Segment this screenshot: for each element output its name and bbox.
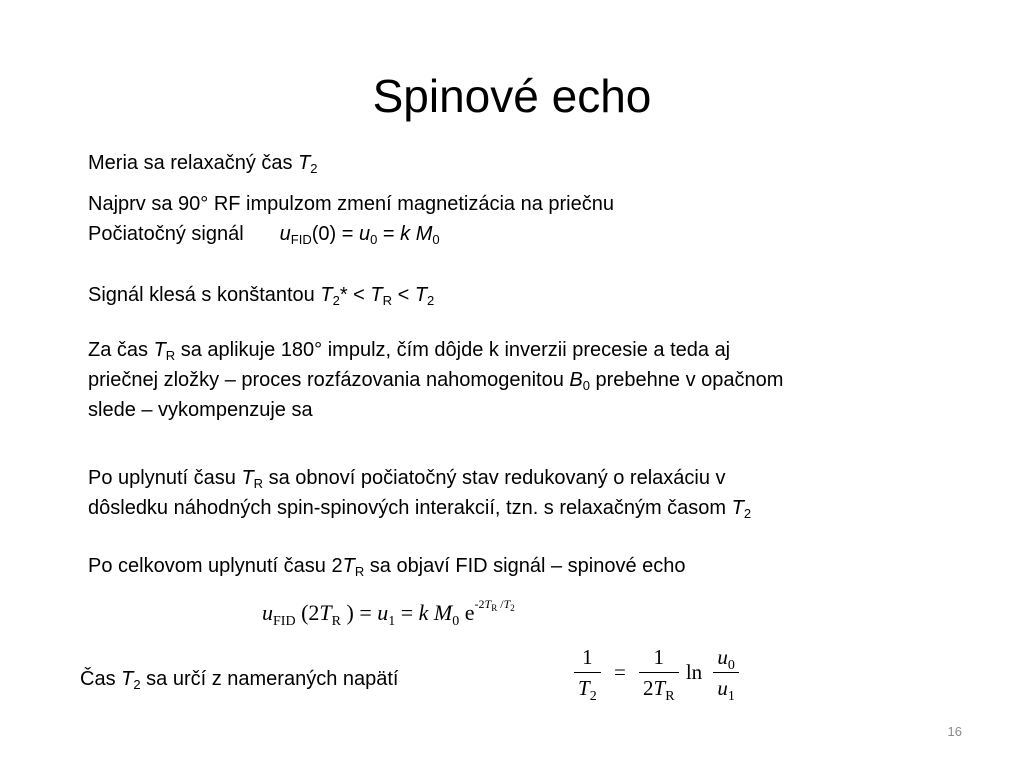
subscript: 2 [510,603,515,613]
paragraph-t2-determination [80,664,399,694]
symbol-k: k [400,223,411,245]
formula-t2-ln [572,642,741,703]
text-fragment: / [497,597,504,611]
paragraph-line [88,219,614,249]
initial-signal-label: Počiatočný signál [88,223,244,245]
paragraph-spin-echo [88,551,686,581]
text-fragment: Po celkovom uplynutí času 2 [88,555,343,577]
symbol-t: T [484,597,492,611]
subscript: R [382,293,393,308]
symbol-u: u [358,223,371,245]
text-fragment: ) [340,600,354,625]
subscript: R [665,689,675,704]
subscript: R [331,614,341,629]
paragraph-restore-state [88,463,751,523]
text-fragment: * < [339,284,371,306]
symbol-t: T [342,555,355,577]
fraction-numerator: 1 [574,642,601,673]
subscript: R [491,603,498,613]
equals-sign: = [613,660,626,684]
slide-title: Spinové echo [372,70,652,122]
symbol-t: T [121,668,134,690]
symbol-t: T [298,152,311,174]
symbol-t: T [320,284,333,306]
text-fragment: dôsledku náhodných spin-spinových interakcií, tzn. s relaxačným časom [88,497,732,519]
subscript: R [165,348,176,363]
text-fragment: (2 [295,600,320,625]
fraction-denominator [713,673,739,703]
fraction-numerator: 1 [639,642,679,673]
symbol-t: T [241,467,254,489]
fraction-u0-over-u1 [713,642,739,703]
text-fragment: = [353,600,378,625]
subscript: 2 [589,689,597,704]
paragraph-line [88,463,751,493]
symbol-u: u [279,223,291,245]
paragraph-signal-decay [88,280,434,310]
paragraph-text: Signál klesá s konštantou [88,284,321,306]
paragraph-initial-signal [88,189,614,249]
subscript: R [253,476,264,491]
text-fragment: = [395,600,419,625]
subscript: 0 [432,232,440,247]
text-fragment: Po uplynutí času [88,467,242,489]
paragraph-line: Najprv sa 90° RF impulzom zmení magnetizácia na priečnu [88,193,614,215]
subscript: 0 [452,614,460,629]
symbol-b: B [569,369,583,391]
paragraph-line [88,335,783,365]
subscript: 2 [133,677,141,692]
paragraph-line [88,365,783,395]
fraction-numerator [713,642,739,673]
symbol-t: T [653,676,666,700]
symbol-m: M [428,600,453,625]
page-number: 16 [947,724,962,739]
text-fragment: < [392,284,415,306]
text-fragment: Za čas [88,339,154,361]
text-fragment: = [377,223,401,245]
symbol-u: u [717,676,728,700]
paragraph-line [88,493,751,523]
text-fragment: prebehne v opačnom [589,369,784,391]
subscript: 1 [727,689,735,704]
subscript: FID [273,614,296,629]
subscript: 2 [743,506,752,521]
subscript: 0 [370,232,378,247]
symbol-t: T [370,284,383,306]
text-fragment: (0) = [311,223,359,245]
symbol-e: e [459,600,475,625]
symbol-t: T [414,284,428,306]
symbol-t: T [731,497,744,519]
paragraph-measure-t2 [88,148,318,178]
symbol-u: u [717,645,728,669]
subscript: 0 [727,658,735,673]
text-fragment: sa objaví FID signál – spinové echo [364,555,686,577]
formula-fid-echo [262,596,515,630]
subscript: 0 [582,378,590,393]
symbol-k: k [418,600,429,625]
fraction-one-over-2tr [639,642,679,703]
symbol-u: u [377,600,389,625]
symbol-t: T [319,600,332,625]
fraction-denominator [639,673,679,703]
ln-operator: ln [685,660,703,684]
subscript: 1 [388,614,396,629]
text-fragment: Čas [80,668,122,690]
symbol-u: u [262,600,273,625]
paragraph-180-pulse [88,335,783,425]
text-fragment: 2 [643,676,654,700]
subscript: 2 [427,293,435,308]
text-fragment: sa obnoví počiatočný stav redukovaný o relaxáciu v [263,467,726,489]
text-fragment: sa určí z nameraných napätí [140,668,399,690]
fraction-denominator [574,673,601,703]
exponent [475,597,515,611]
subscript: 2 [332,293,340,308]
symbol-m: M [415,223,433,245]
paragraph-line: slede – vykompenzuje sa [88,399,313,421]
paragraph-text: Meria sa relaxačný čas [88,152,299,174]
subscript: 2 [310,161,318,176]
text-fragment: sa aplikuje 180° impulz, čím dôjde k inverzii precesie a teda aj [175,339,731,361]
text-fragment: -2 [474,597,485,611]
subscript: R [354,564,365,579]
subscript: FID [290,232,312,247]
symbol-t: T [153,339,166,361]
symbol-t: T [503,597,511,611]
fraction-one-over-t2 [574,642,601,703]
symbol-t: T [578,676,590,700]
text-fragment: priečnej zložky – proces rozfázovania nahomogenitou [88,369,570,391]
